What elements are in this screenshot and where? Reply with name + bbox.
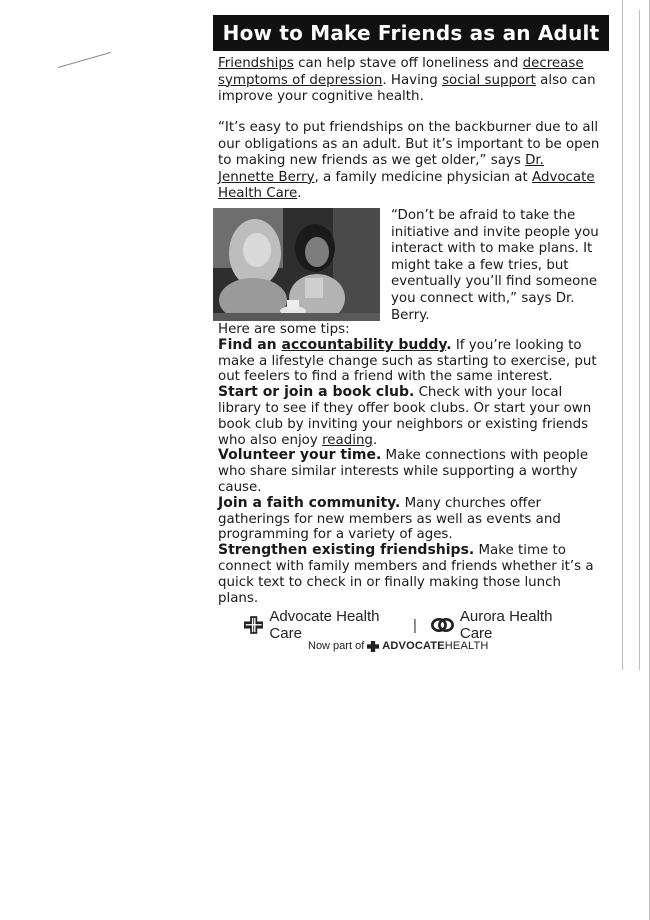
article-title: How to Make Friends as an Adult [213,15,609,51]
scan-edge-line [622,0,623,670]
tip-heading: . [446,336,452,353]
tip-heading: Find an [218,336,282,353]
doctor-link[interactable]: Dr. Jennette Berry [218,153,544,185]
org-link[interactable]: Advocate Health Care [218,169,595,202]
advocate-small-cross-icon [367,641,379,652]
intro-text: . Having [382,72,443,88]
tip-item [218,338,600,385]
tip-heading: Join a faith community. [218,494,401,511]
tip-heading: Volunteer your time. [218,447,382,464]
aurora-rings-icon [431,617,454,633]
social-support-link[interactable]: social support [442,72,536,88]
intro-paragraph [218,56,600,106]
quote-paragraph [218,120,600,203]
paragraph-text: . [297,186,302,202]
accountability-buddy-link[interactable]: accountability buddy [281,336,447,353]
tips-intro: Here are some tips: [218,322,350,337]
logo-separator: | [413,616,417,634]
tip-body: . [372,432,378,448]
brand-light-text: HEALTH [444,640,489,652]
friendships-link[interactable]: Friendships [218,56,294,71]
friends-photo-image [213,208,380,321]
paragraph-text: , a family medicine physician at [314,169,533,185]
scan-edge-line [639,10,640,670]
friends-photo [213,208,380,321]
depression-link[interactable]: decrease symptoms of depression [218,56,584,88]
now-part-of-label: Now part of [308,640,365,652]
tip-body: Make time to connect with family members and friends whether it’s a quick text to check in or finally making those lunch plans. [218,543,594,606]
tip-item [218,543,600,606]
tip-item [218,496,600,543]
intro-text: can help stave off loneliness and [293,56,523,71]
tip-heading: Strengthen existing friendships. [218,542,475,559]
parent-brand-line [308,640,508,652]
tip-heading: Start or join a book club. [218,384,415,401]
tip-body: Check with your local library to see if they offer book clubs. Or start your own book club by inviting your neighbors or existing friends who also enjoy [218,385,592,448]
tip-body: If you’re looking to make a lifestyle change such as starting to exercise, put out feelers to find a friend with the same interest. [218,337,597,385]
tips-section [218,322,600,606]
advocate-logo-text: Advocate Health Care [269,608,380,642]
advocate-cross-icon [244,615,263,635]
doctor-quote: “Don’t be afraid to take the initiative and invite people you interact with to make plans. It might take a few tries, but eventually you’ll find someone you connect with,” says Dr. Berry. [391,208,599,323]
aurora-logo-text: Aurora Health Care [459,608,553,642]
tip-item [218,385,600,448]
tip-item [218,448,600,495]
reading-link[interactable]: reading [322,432,373,448]
tip-body: Make connections with people who share similar interests while supporting a worthy cause. [218,448,589,495]
logo-bar [244,608,574,642]
brand-bold-text: ADVOCATE [382,640,445,652]
pen-mark [58,52,111,68]
tip-body: Many churches offer gatherings for new members as well as events and programming for a variety of ages. [218,495,561,543]
paragraph-text: “It’s easy to put friendships on the backburner due to all our obligations as an adult. But it’s important to be open to making new friends as we get older,” says [218,120,600,169]
intro-text: also can improve your cognitive health. [218,72,596,105]
